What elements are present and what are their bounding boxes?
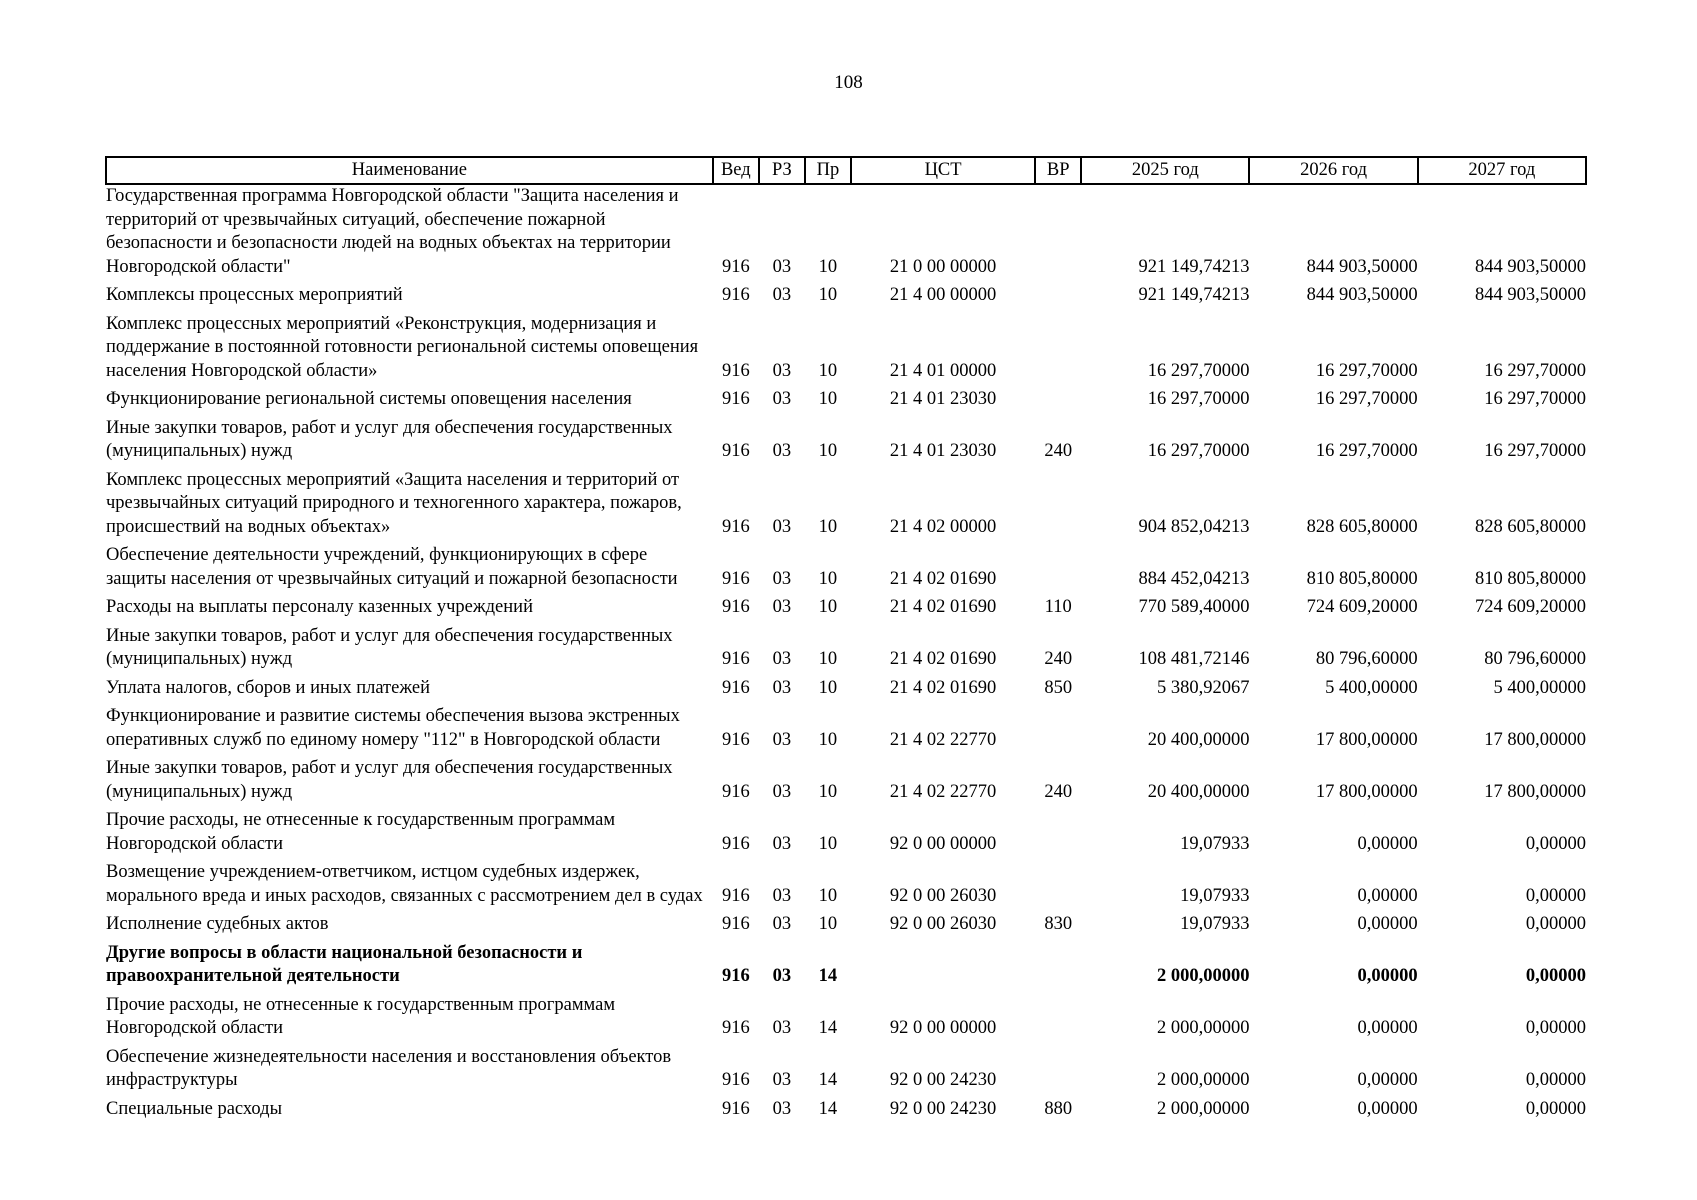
budget-table: [105, 156, 1587, 1126]
cell-y2025: 2 000,00000: [1156, 1070, 1250, 1090]
cell-ved: 916: [721, 1098, 750, 1119]
cell-y2025: 2 000,00000: [1156, 966, 1250, 986]
cell-ved: 916: [721, 597, 750, 617]
table-row: [106, 417, 1586, 469]
table-row: [106, 994, 1586, 1046]
cell-cst: 21 4 01 23030: [889, 441, 997, 461]
header-2027: 2027 год: [1418, 157, 1586, 184]
cell-y2025: 884 452,04213: [1138, 568, 1250, 589]
cell-ved: 916: [721, 360, 750, 381]
cell-vr: [1035, 544, 1081, 596]
cell-rz: 03: [772, 360, 792, 381]
cell-vr: [1035, 705, 1081, 757]
cell-vr: [1035, 313, 1081, 389]
cell-rz: 03: [772, 1098, 792, 1119]
cell-pr: 10: [818, 914, 838, 934]
cell-name: Возмещение учреждением-ответчиком, истцом судебных издержек, морального вреда и иных расходов, связанных с рассмотрением дел в судах: [106, 862, 703, 906]
cell-y2027: 16 297,70000: [1484, 389, 1586, 409]
cell-vr: 880: [1044, 1098, 1073, 1119]
cell-name: Функционирование и развитие системы обеспечения вызова экстренных оперативных служб по единому номеру "112" в Новгородской области: [106, 706, 680, 750]
cell-rz: 03: [772, 885, 792, 906]
cell-pr: 14: [818, 1070, 838, 1090]
cell-vr: 830: [1044, 914, 1073, 934]
cell-pr: 14: [818, 1098, 838, 1119]
table-row: [106, 469, 1586, 545]
cell-y2027: 810 805,80000: [1475, 568, 1586, 589]
cell-y2026: 80 796,60000: [1315, 649, 1418, 669]
cell-pr: 10: [818, 568, 838, 589]
cell-pr: 10: [818, 597, 838, 617]
table-row: [106, 705, 1586, 757]
cell-cst: 92 0 00 26030: [889, 914, 997, 934]
cell-cst: 92 0 00 24230: [889, 1098, 997, 1119]
cell-y2025: 19,07933: [1180, 914, 1250, 934]
table-row: [106, 544, 1586, 596]
cell-y2025: 19,07933: [1180, 885, 1250, 906]
cell-name: Исполнение судебных актов: [106, 914, 329, 934]
cell-pr: 10: [818, 677, 838, 698]
table-row: [106, 596, 1586, 625]
cell-y2026: 844 903,50000: [1306, 285, 1418, 305]
cell-y2027: 0,00000: [1525, 1018, 1586, 1038]
cell-name: Иные закупки товаров, работ и услуг для обеспечения государственных (муниципальных) нужд: [106, 758, 673, 802]
header-cst: ЦСТ: [851, 157, 1035, 184]
cell-y2026: 844 903,50000: [1306, 256, 1418, 277]
cell-ved: 916: [721, 885, 750, 906]
cell-vr: 240: [1044, 781, 1073, 802]
cell-vr: 110: [1044, 597, 1072, 617]
cell-y2025: 16 297,70000: [1147, 389, 1250, 409]
cell-name: Обеспечение жизнедеятельности населения и восстановления объектов инфраструктуры: [106, 1046, 672, 1090]
cell-pr: 10: [818, 389, 838, 409]
cell-rz: 03: [772, 441, 792, 461]
cell-y2027: 0,00000: [1525, 833, 1586, 854]
cell-cst: 21 4 00 00000: [889, 285, 997, 305]
header-rz: РЗ: [759, 157, 805, 184]
cell-y2027: 828 605,80000: [1475, 516, 1586, 537]
cell-cst: 92 0 00 26030: [889, 885, 997, 906]
table-row: [106, 942, 1586, 994]
cell-cst: 21 4 02 22770: [889, 729, 997, 750]
cell-y2026: 16 297,70000: [1315, 389, 1418, 409]
cell-name: Обеспечение деятельности учреждений, функционирующих в сфере защиты населения от чрезвычайных ситуаций и пожарной безопасности: [106, 545, 678, 589]
cell-y2025: 921 149,74213: [1138, 256, 1250, 277]
table-row: [106, 625, 1586, 677]
cell-rz: 03: [772, 677, 792, 698]
table-row: [106, 809, 1586, 861]
cell-cst: [851, 942, 1035, 994]
cell-name: Комплекс процессных мероприятий «Защита населения и территорий от чрезвычайных ситуаций природного и техногенного характера, пожаров, происшествий на водных объектах»: [106, 469, 682, 537]
cell-ved: 916: [721, 285, 750, 305]
cell-rz: 03: [772, 1070, 792, 1090]
cell-y2027: 0,00000: [1525, 1070, 1586, 1090]
cell-y2026: 0,00000: [1357, 1070, 1418, 1090]
cell-name: Прочие расходы, не отнесенные к государственным программам Новгородской области: [106, 810, 616, 854]
cell-y2025: 5 380,92067: [1156, 677, 1250, 698]
cell-name: Прочие расходы, не отнесенные к государственным программам Новгородской области: [106, 994, 616, 1038]
cell-pr: 10: [818, 256, 838, 277]
table-row: [106, 913, 1586, 942]
cell-y2027: 0,00000: [1525, 1098, 1586, 1119]
cell-y2025: 16 297,70000: [1147, 441, 1250, 461]
cell-rz: 03: [772, 285, 792, 305]
cell-vr: [1035, 184, 1081, 284]
cell-y2027: 0,00000: [1525, 966, 1586, 986]
cell-name: Иные закупки товаров, работ и услуг для обеспечения государственных (муниципальных) нужд: [106, 625, 673, 669]
cell-y2026: 16 297,70000: [1315, 441, 1418, 461]
header-2025: 2025 год: [1081, 157, 1249, 184]
cell-rz: 03: [772, 729, 792, 750]
cell-vr: 850: [1044, 677, 1073, 698]
cell-vr: 240: [1044, 649, 1073, 669]
table-row: [106, 757, 1586, 809]
cell-y2025: 2 000,00000: [1156, 1018, 1250, 1038]
cell-cst: 92 0 00 00000: [889, 833, 997, 854]
cell-cst: 21 4 01 23030: [889, 389, 997, 409]
cell-pr: 10: [818, 285, 838, 305]
cell-y2025: 904 852,04213: [1138, 516, 1250, 537]
cell-pr: 10: [818, 441, 838, 461]
cell-pr: 10: [818, 885, 838, 906]
cell-y2026: 17 800,00000: [1315, 781, 1418, 802]
cell-name: Комплекс процессных мероприятий «Реконструкция, модернизация и поддержание в постоянной готовности региональной системы оповещения населения Новгородской области»: [106, 313, 699, 381]
cell-ved: 916: [721, 1018, 750, 1038]
page-number: 108: [834, 72, 863, 93]
table-row: [106, 861, 1586, 913]
cell-y2026: 828 605,80000: [1306, 516, 1418, 537]
cell-vr: [1035, 1046, 1081, 1098]
cell-name: Расходы на выплаты персоналу казенных учреждений: [106, 597, 533, 617]
cell-vr: [1035, 861, 1081, 913]
header-2026: 2026 год: [1249, 157, 1417, 184]
cell-name: Комплексы процессных мероприятий: [106, 285, 403, 305]
cell-y2027: 17 800,00000: [1484, 729, 1586, 750]
cell-y2027: 80 796,60000: [1484, 649, 1586, 669]
header-pr: Пр: [805, 157, 851, 184]
cell-rz: 03: [772, 568, 792, 589]
cell-rz: 03: [772, 256, 792, 277]
cell-cst: 21 4 01 00000: [889, 360, 997, 381]
cell-y2025: 770 589,40000: [1138, 597, 1250, 617]
cell-name: Иные закупки товаров, работ и услуг для обеспечения государственных (муниципальных) нужд: [106, 417, 673, 461]
cell-ved: 916: [721, 914, 750, 934]
cell-name: Другие вопросы в области национальной безопасности и правоохранительной деятельности: [106, 942, 583, 986]
cell-ved: 916: [721, 568, 750, 589]
cell-y2027: 17 800,00000: [1484, 781, 1586, 802]
cell-rz: 03: [772, 516, 792, 537]
cell-ved: 916: [721, 966, 750, 986]
table-row: [106, 388, 1586, 417]
cell-y2027: 16 297,70000: [1484, 360, 1586, 381]
cell-vr: [1035, 942, 1081, 994]
cell-name: Государственная программа Новгородской области "Защита населения и территорий от чрезвычайных ситуаций, обеспечение пожарной безопасности и безопасности людей на водных объектах на территории Новгородской области": [106, 186, 679, 277]
cell-ved: 916: [721, 1070, 750, 1090]
cell-rz: 03: [772, 1018, 792, 1038]
cell-y2025: 19,07933: [1180, 833, 1250, 854]
cell-y2027: 844 903,50000: [1475, 285, 1586, 305]
cell-ved: 916: [721, 649, 750, 669]
cell-y2026: 0,00000: [1357, 1098, 1418, 1119]
cell-ved: 916: [721, 256, 750, 277]
cell-cst: 21 4 02 01690: [889, 649, 997, 669]
table-row: [106, 184, 1586, 284]
cell-y2025: 2 000,00000: [1156, 1098, 1250, 1119]
cell-cst: 21 0 00 00000: [889, 256, 997, 277]
cell-vr: [1035, 469, 1081, 545]
cell-ved: 916: [721, 516, 750, 537]
cell-pr: 14: [818, 966, 838, 986]
cell-pr: 10: [818, 833, 838, 854]
cell-vr: [1035, 284, 1081, 313]
cell-y2026: 16 297,70000: [1315, 360, 1418, 381]
cell-vr: 240: [1044, 441, 1073, 461]
cell-ved: 916: [721, 677, 750, 698]
cell-y2027: 0,00000: [1525, 914, 1586, 934]
table-row: [106, 1098, 1586, 1127]
cell-y2025: 20 400,00000: [1147, 781, 1250, 802]
cell-y2025: 108 481,72146: [1138, 649, 1250, 669]
cell-name: Функционирование региональной системы оповещения населения: [106, 389, 632, 409]
table-row: [106, 1046, 1586, 1098]
header-ved: Вед: [713, 157, 759, 184]
cell-y2027: 5 400,00000: [1493, 677, 1586, 698]
table-row: [106, 284, 1586, 313]
cell-cst: 21 4 02 01690: [889, 568, 997, 589]
cell-rz: 03: [772, 389, 792, 409]
cell-rz: 03: [772, 781, 792, 802]
header-vr: ВР: [1035, 157, 1081, 184]
cell-rz: 03: [772, 833, 792, 854]
cell-vr: [1035, 388, 1081, 417]
cell-ved: 916: [721, 833, 750, 854]
cell-rz: 03: [772, 649, 792, 669]
cell-y2027: 724 609,20000: [1475, 597, 1586, 617]
cell-y2025: 16 297,70000: [1147, 360, 1250, 381]
cell-name: Уплата налогов, сборов и иных платежей: [106, 677, 431, 698]
cell-ved: 916: [721, 441, 750, 461]
cell-pr: 10: [818, 781, 838, 802]
cell-y2026: 0,00000: [1357, 1018, 1418, 1038]
cell-name: Специальные расходы: [106, 1098, 282, 1119]
cell-y2026: 0,00000: [1357, 966, 1418, 986]
cell-cst: 92 0 00 24230: [889, 1070, 997, 1090]
header-name: Наименование: [106, 157, 713, 184]
cell-pr: 10: [818, 360, 838, 381]
cell-ved: 916: [721, 389, 750, 409]
cell-pr: 10: [818, 649, 838, 669]
cell-pr: 14: [818, 1018, 838, 1038]
cell-rz: 03: [772, 597, 792, 617]
cell-y2025: 921 149,74213: [1138, 285, 1250, 305]
table-row: [106, 677, 1586, 706]
table-row: [106, 313, 1586, 389]
cell-y2026: 5 400,00000: [1325, 677, 1418, 698]
cell-cst: 21 4 02 00000: [889, 516, 997, 537]
cell-rz: 03: [772, 914, 792, 934]
cell-cst: 21 4 02 01690: [889, 597, 997, 617]
cell-y2026: 0,00000: [1357, 885, 1418, 906]
cell-y2025: 20 400,00000: [1147, 729, 1250, 750]
cell-cst: 21 4 02 01690: [889, 677, 997, 698]
cell-ved: 916: [721, 729, 750, 750]
cell-pr: 10: [818, 516, 838, 537]
cell-y2026: 17 800,00000: [1315, 729, 1418, 750]
cell-y2026: 0,00000: [1357, 833, 1418, 854]
table-body: [106, 184, 1586, 1126]
cell-y2026: 0,00000: [1357, 914, 1418, 934]
cell-vr: [1035, 809, 1081, 861]
cell-y2027: 844 903,50000: [1475, 256, 1586, 277]
table-header-row: [106, 157, 1586, 184]
cell-cst: 21 4 02 22770: [889, 781, 997, 802]
cell-y2026: 724 609,20000: [1306, 597, 1418, 617]
cell-y2026: 810 805,80000: [1306, 568, 1418, 589]
cell-pr: 10: [818, 729, 838, 750]
cell-ved: 916: [721, 781, 750, 802]
cell-y2027: 16 297,70000: [1484, 441, 1586, 461]
cell-vr: [1035, 994, 1081, 1046]
cell-y2027: 0,00000: [1525, 885, 1586, 906]
cell-cst: 92 0 00 00000: [889, 1018, 997, 1038]
cell-rz: 03: [772, 966, 792, 986]
